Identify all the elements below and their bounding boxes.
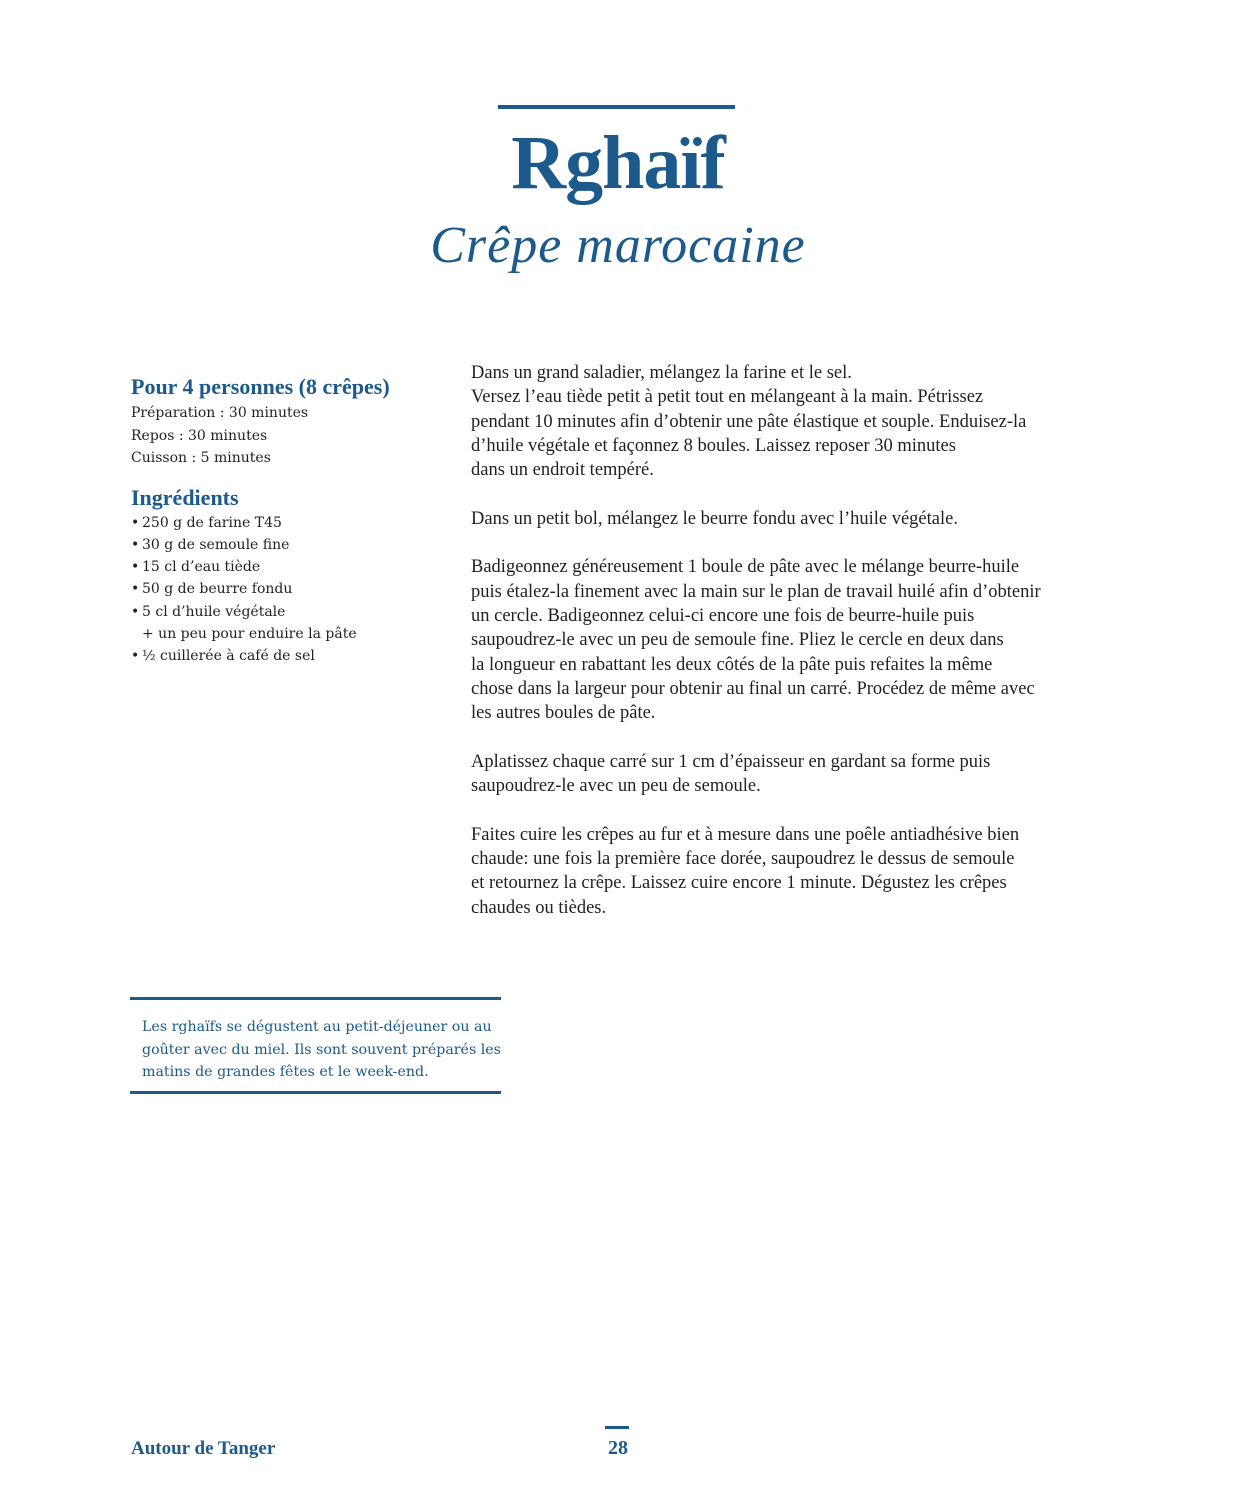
ingredient-item: • ½ cuillerée à café de sel (131, 645, 431, 667)
bullet-icon: • (131, 648, 140, 665)
rest-time: Repos : 30 minutes (131, 427, 268, 444)
recipe-sidebar (131, 373, 431, 668)
step-paragraph: Dans un grand saladier, mélangez la farine et le sel. Versez l’eau tiède petit à petit tout en mélangeant à la main. Pétrissez pendant 10 minutes afin d’obtenir une pâte élastique et souple. Enduisez-la d’huile végétale et façonnez 8 boules. Laissez reposer 30 minutes dans un endroit tempéré. (471, 363, 1027, 481)
ingredient-continuation: + un peu pour enduire la pâte (142, 625, 357, 642)
tip-text: Les rghaïfs se dégustent au petit-déjeuner ou au goûter avec du miel. Ils sont souvent préparés les matins de grandes fêtes et le week-end. (142, 1019, 501, 1080)
cook-time: Cuisson : 5 minutes (131, 450, 271, 466)
recipe-steps (471, 361, 1121, 944)
recipe-subtitle: Crêpe marocaine (430, 217, 806, 274)
step-paragraph: Faites cuire les crêpes au fur et à mesure dans une poêle antiadhésive bien chaude: une fois la première face dorée, saupoudrez le dessus de semoule et retournez la crêpe. Laissez cuire encore 1 minute. Dégustez les crêpes chaudes ou tièdes. (471, 824, 1020, 918)
ingredients-heading: Ingrédients (131, 484, 239, 510)
tip-box (130, 997, 501, 1094)
ingredient-item: • 250 g de farine T45 (131, 512, 431, 534)
recipe-title: Rghaïf (511, 121, 725, 205)
times-list (131, 402, 431, 470)
bullet-icon: • (131, 559, 140, 576)
page-number: 28 (608, 1437, 628, 1459)
page-number-rule (605, 1426, 629, 1429)
ingredient-item: • 15 cl d’eau tiède (131, 556, 431, 578)
prep-time: Préparation : 30 minutes (131, 405, 309, 421)
bullet-icon: • (131, 581, 140, 598)
footer-section-title: Autour de Tanger (131, 1438, 276, 1459)
ingredient-item: • 50 g de beurre fondu (131, 578, 431, 600)
title-top-rule (498, 105, 735, 109)
step-paragraph: Dans un petit bol, mélangez le beurre fondu avec l’huile végétale. (471, 508, 958, 529)
ingredient-item: • 30 g de semoule fine (131, 534, 431, 556)
servings-heading: Pour 4 personnes (8 crêpes) (131, 374, 390, 399)
bullet-icon: • (131, 603, 140, 620)
step-paragraph: Aplatissez chaque carré sur 1 cm d’épaisseur en gardant sa forme puis saupoudrez-le avec un peu de semoule. (471, 751, 991, 797)
ingredient-item: • 5 cl d’huile végétale (131, 601, 431, 623)
step-paragraph: Badigeonnez généreusement 1 boule de pâte avec le mélange beurre-huile puis étalez-la finement avec la main sur le plan de travail huilé afin d’obtenir un cercle. Badigeonnez celui-ci encore une fois de beurre-huile puis saupoudrez-le avec un peu de semoule fine. Pliez le cercle en deux dans la longueur en rabattant les deux côtés de la pâte puis refaites la même chose dans la largeur pour obtenir au final un carré. Procédez de même avec les autres boules de pâte. (471, 557, 1041, 724)
bullet-icon: • (131, 514, 140, 531)
ingredients-list (131, 512, 431, 668)
bullet-icon: • (131, 536, 140, 553)
